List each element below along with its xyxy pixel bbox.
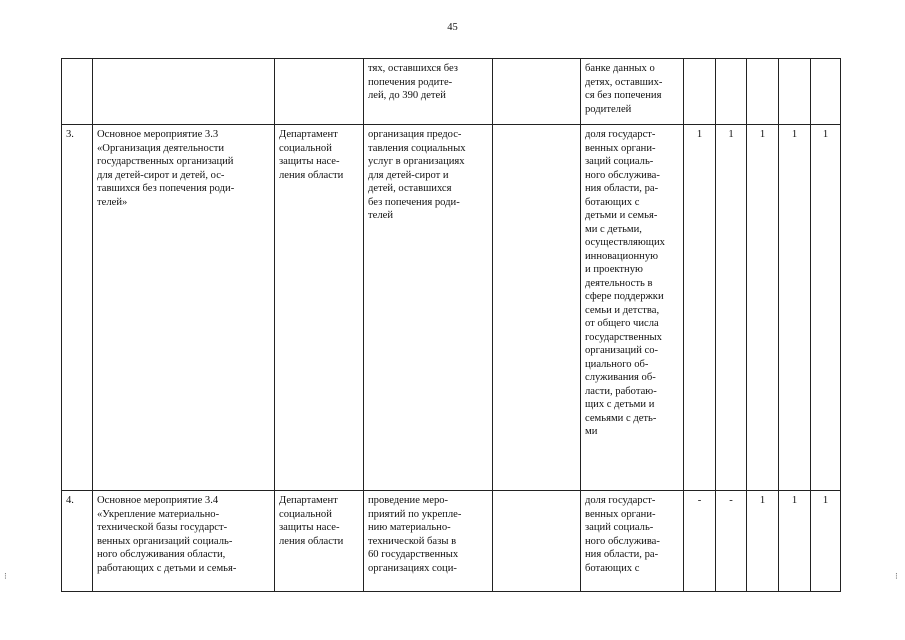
indicator-line: ния области, ра- — [585, 183, 659, 194]
cell-value-3: 1 — [747, 125, 779, 491]
event-line: ного обслуживания области, — [97, 549, 226, 560]
indicator-line: семьи и детства, — [585, 304, 660, 316]
event-line: государственных организаций — [97, 156, 234, 167]
indicator-line: детьми и семья- — [585, 210, 658, 221]
scan-edge-mark-left: ⁝ — [4, 571, 7, 581]
event-line: Основное мероприятие 3.3 — [97, 129, 219, 140]
cell-value-5: 1 — [811, 125, 841, 491]
result-line: организациях соци- — [368, 562, 457, 574]
executor-line: социальной — [279, 142, 332, 154]
event-line: «Организация деятельности — [97, 142, 225, 154]
page-number: 45 — [447, 22, 458, 33]
result-line: лей, до 390 детей — [368, 90, 446, 101]
cell-value-2: - — [716, 491, 747, 592]
indicator-line: детях, оставших- — [585, 76, 663, 88]
indicator-line: доля государст- — [585, 129, 656, 140]
cell-value-3: 1 — [747, 491, 779, 592]
result-line: без попечения роди- — [368, 196, 460, 208]
indicator-line: осуществляющих — [585, 237, 665, 248]
cell-value-4: 1 — [779, 491, 811, 592]
indicator-line: венных органи- — [585, 142, 656, 154]
cell-empty — [493, 59, 581, 125]
indicator-line: венных органи- — [585, 508, 656, 520]
indicator-line: родителей — [585, 103, 632, 115]
cell-number — [62, 59, 93, 125]
indicator-line: циального об- — [585, 358, 649, 370]
indicator-line: служивания об- — [585, 372, 656, 383]
indicator-line: ми — [585, 426, 598, 437]
executor-line: социальной — [279, 508, 332, 520]
indicator-line: и проектную — [585, 264, 643, 275]
result-line: услуг в организациях — [368, 156, 465, 167]
cell-event — [93, 491, 275, 592]
result-line: тавления социальных — [368, 142, 466, 154]
event-line: для детей-сирот и детей, ос- — [97, 169, 225, 181]
table-row — [62, 125, 841, 491]
cell-value-5 — [811, 59, 841, 125]
indicator-line: ласти, работаю- — [585, 385, 657, 397]
cell-indicator — [581, 59, 684, 125]
indicator-line: ного обслужива- — [585, 169, 660, 181]
indicator-line: заций социаль- — [585, 156, 654, 167]
cell-result — [364, 125, 493, 491]
scan-edge-mark-right: ⁝ — [895, 571, 898, 581]
result-line: нию материально- — [368, 522, 451, 533]
indicator-line: банке данных о — [585, 63, 655, 74]
result-line: попечения родите- — [368, 76, 453, 88]
cell-value-1: 1 — [684, 125, 716, 491]
result-line: организация предос- — [368, 129, 462, 140]
cell-number: 3. — [62, 125, 93, 491]
event-line: телей» — [97, 196, 128, 208]
indicator-line: сфере поддержки — [585, 291, 664, 302]
result-line: приятий по укрепле- — [368, 508, 462, 520]
event-line: Основное мероприятие 3.4 — [97, 495, 219, 506]
cell-value-1 — [684, 59, 716, 125]
event-line: «Укрепление материально- — [97, 508, 220, 520]
result-line: проведение меро- — [368, 495, 449, 506]
indicator-line: щих с детьми и — [585, 399, 655, 410]
cell-value-1: - — [684, 491, 716, 592]
cell-indicator — [581, 125, 684, 491]
result-line: телей — [368, 210, 393, 221]
cell-indicator — [581, 491, 684, 592]
executor-line: ления области — [279, 535, 344, 547]
executor-line: Департамент — [279, 495, 338, 506]
result-line: технической базы в — [368, 535, 457, 547]
indicator-line: инновационную — [585, 250, 659, 262]
indicator-line: организаций со- — [585, 345, 659, 356]
cell-empty — [493, 125, 581, 491]
cell-executor — [275, 59, 364, 125]
indicator-line: заций социаль- — [585, 522, 654, 533]
event-line: венных организаций социаль- — [97, 535, 233, 547]
cell-result — [364, 491, 493, 592]
indicator-line: ся без попечения — [585, 90, 662, 101]
indicator-line: деятельность в — [585, 277, 653, 289]
indicator-line: ботающих с — [585, 196, 640, 208]
event-line: технической базы государст- — [97, 522, 228, 533]
event-line: тавшихся без попечения роди- — [97, 183, 235, 194]
cell-value-2 — [716, 59, 747, 125]
indicator-line: ботающих с — [585, 562, 640, 574]
cell-value-5: 1 — [811, 491, 841, 592]
executor-line: Департамент — [279, 129, 338, 140]
indicator-line: доля государст- — [585, 495, 656, 506]
result-line: для детей-сирот и — [368, 169, 449, 181]
cell-result — [364, 59, 493, 125]
table-row — [62, 59, 841, 125]
cell-value-2: 1 — [716, 125, 747, 491]
table-row — [62, 491, 841, 592]
executor-line: ления области — [279, 169, 344, 181]
indicator-line: ния области, ра- — [585, 549, 659, 560]
cell-executor — [275, 125, 364, 491]
indicator-line: ми с детьми, — [585, 223, 642, 235]
cell-number: 4. — [62, 491, 93, 592]
cell-event — [93, 59, 275, 125]
cell-executor — [275, 491, 364, 592]
cell-value-4 — [779, 59, 811, 125]
cell-event — [93, 125, 275, 491]
indicator-line: государственных — [585, 331, 662, 343]
indicator-line: семьями с деть- — [585, 412, 657, 424]
program-events-table — [61, 58, 841, 592]
result-line: детей, оставшихся — [368, 183, 452, 194]
executor-line: защиты насе- — [279, 522, 340, 533]
cell-empty — [493, 491, 581, 592]
executor-line: защиты насе- — [279, 156, 340, 167]
indicator-line: ного обслужива- — [585, 535, 660, 547]
event-line: работающих с детьми и семья- — [97, 562, 237, 574]
cell-value-3 — [747, 59, 779, 125]
result-line: 60 государственных — [368, 549, 459, 560]
result-line: тях, оставшихся без — [368, 63, 458, 74]
indicator-line: от общего числа — [585, 318, 659, 329]
cell-value-4: 1 — [779, 125, 811, 491]
